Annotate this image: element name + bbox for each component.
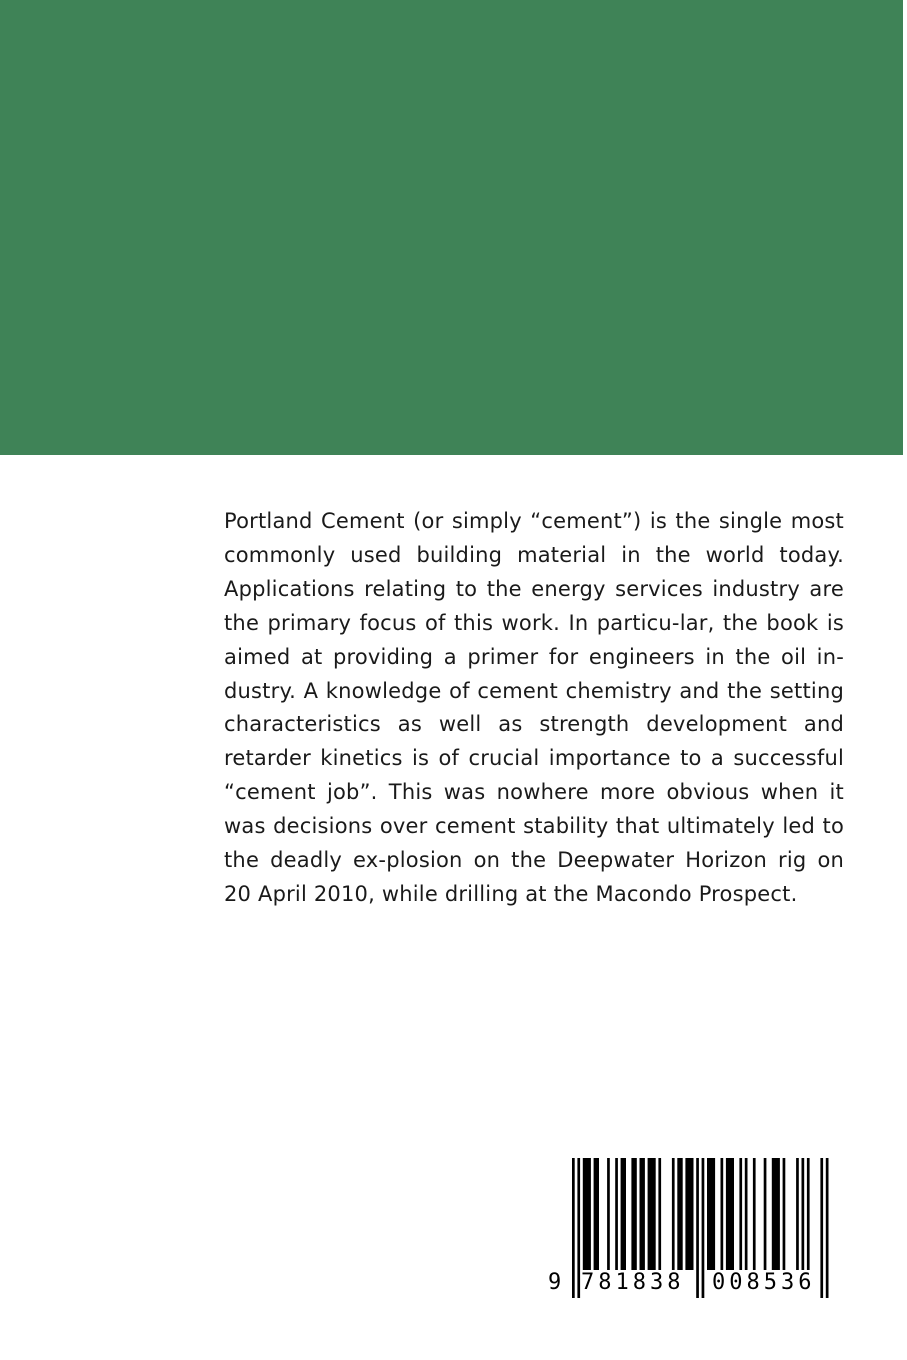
barcode-bar xyxy=(753,1158,756,1270)
barcode-bar xyxy=(772,1158,780,1270)
barcode-bar xyxy=(726,1158,734,1270)
barcode-bar xyxy=(583,1158,591,1270)
barcode-bar xyxy=(640,1158,645,1270)
barcode-lead-digit: 9 xyxy=(548,1270,562,1295)
barcode-bar xyxy=(796,1158,799,1270)
barcode-bar xyxy=(648,1158,656,1270)
barcode-guard-bar xyxy=(702,1158,705,1298)
isbn-barcode xyxy=(548,1158,846,1300)
barcode-bar xyxy=(685,1158,693,1270)
barcode-right-digits: 008536 xyxy=(712,1270,816,1295)
barcode-bar xyxy=(802,1158,805,1270)
barcode-bar xyxy=(658,1158,661,1270)
barcode-bar xyxy=(721,1158,724,1270)
barcode-bar xyxy=(615,1158,618,1270)
barcode-bar xyxy=(672,1158,675,1270)
barcode-bar xyxy=(807,1158,810,1270)
green-color-band xyxy=(0,0,903,455)
barcode-bar xyxy=(621,1158,626,1270)
barcode-bar xyxy=(739,1158,742,1270)
back-cover-blurb: Portland Cement (or simply “cement”) is the single most commonly used building material in the world today. Applications relating to the energy services industry are the primary focus of this work. In particu-lar, the book is aimed at providing a primer for engineers in the oil in-dustry. A knowledge of cement chemistry and the setting characteristics as well as strength development and retarder kinetics is of crucial importance to a successful “cement job”. This was nowhere more obvious when it was decisions over cement stability that ultimately led to the deadly ex-plosion on the Deepwater Horizon rig on 20 April 2010, while drilling at the Macondo Prospect. xyxy=(224,509,844,906)
barcode-bar xyxy=(677,1158,682,1270)
barcode-guard-bar xyxy=(577,1158,580,1298)
barcode-guard-bar xyxy=(572,1158,575,1298)
barcode-bar xyxy=(631,1158,636,1270)
barcode-guard-bar xyxy=(820,1158,823,1298)
barcode-left-digits: 781838 xyxy=(581,1270,685,1295)
barcode-guard-bar xyxy=(696,1158,699,1298)
barcode-bar xyxy=(607,1158,610,1270)
barcode-bar xyxy=(764,1158,767,1270)
barcode-bar xyxy=(783,1158,786,1270)
barcode-bar xyxy=(745,1158,748,1270)
barcode-guard-bar xyxy=(826,1158,829,1298)
barcode-bar xyxy=(707,1158,715,1270)
barcode-bar xyxy=(594,1158,599,1270)
